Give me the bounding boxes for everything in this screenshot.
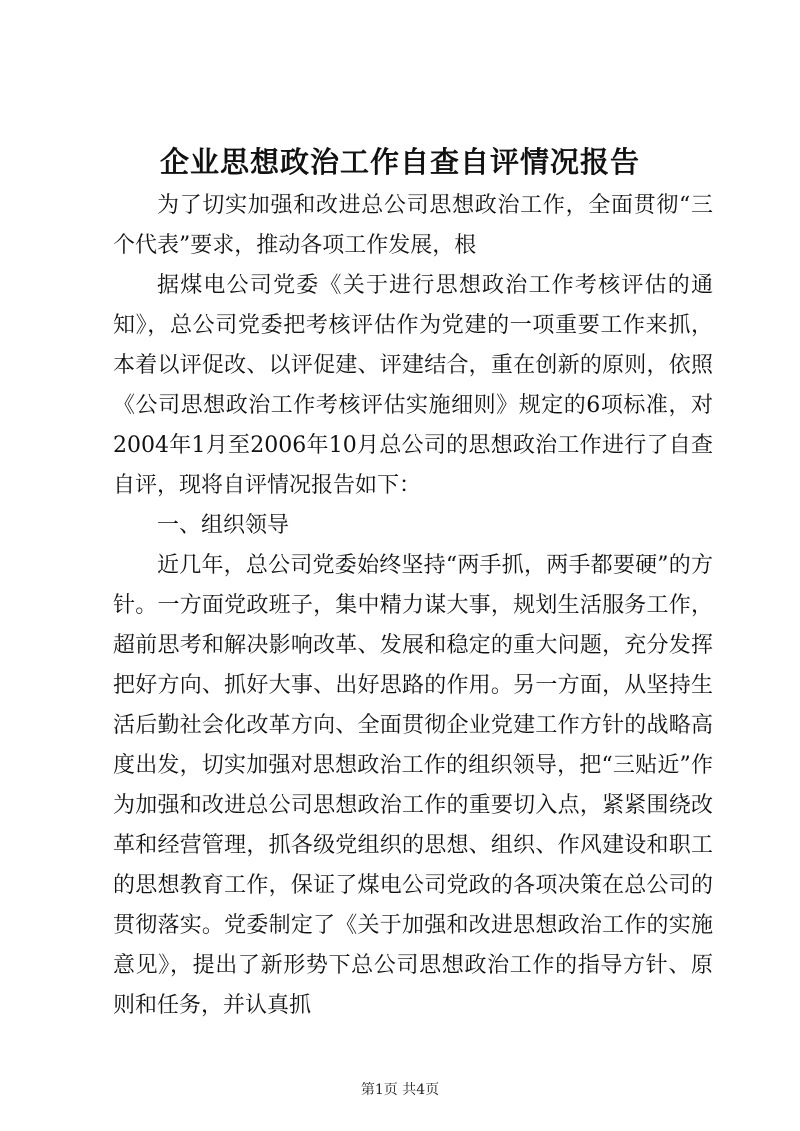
paragraph-organization: 近几年，总公司党委始终坚持“两手抓，两手都要硬”的方针。一方面党政班子，集中精力谋大事，规划生活服务工作，超前思考和解决影响改革、发展和稳定的重大问题，充分发挥把好方向、抓好大事、出好思路的作用。另一方面，从坚持生活后勤社会化改革方向、全面贯彻企业党建工作方针的战略高度出发，切实加强对思想政治工作的组织领导，把“三贴近”作为加强和改进总公司思想政治工作的重要切入点，紧紧围绕改革和经营管理，抓各级党组织的思想、组织、作风建设和职工的思想教育工作，保证了煤电公司党政的各项决策在总公司的贯彻落实。党委制定了《关于加强和改进思想政治工作的实施意见》，提出了新形势下总公司思想政治工作的指导方针、原则和任务，并认真抓 [113, 553, 713, 1018]
section-heading-organization: 一、组织领导 [157, 513, 290, 538]
paragraph-intro: 为了切实加强和改进总公司思想政治工作，全面贯彻“三个代表”要求，推动各项工作发展，根 [113, 193, 713, 258]
page-title: 企业思想政治工作自查自评情况报告 [159, 145, 640, 179]
paragraph-basis: 据煤电公司党委《关于进行思想政治工作考核评估的通知》，总公司党委把考核评估作为党建的一项重要工作来抓，本着以评促改、以评促建、评建结合，重在创新的原则，依照《公司思想政治工作考核评估实施细则》规定的6项标准，对2004年1月至2006年10月总公司的思想政治工作进行了自查自评，现将自评情况报告如下： [113, 273, 713, 498]
document-body [113, 186, 713, 1026]
page-footer: 第1页 共4页 [360, 1082, 440, 1098]
